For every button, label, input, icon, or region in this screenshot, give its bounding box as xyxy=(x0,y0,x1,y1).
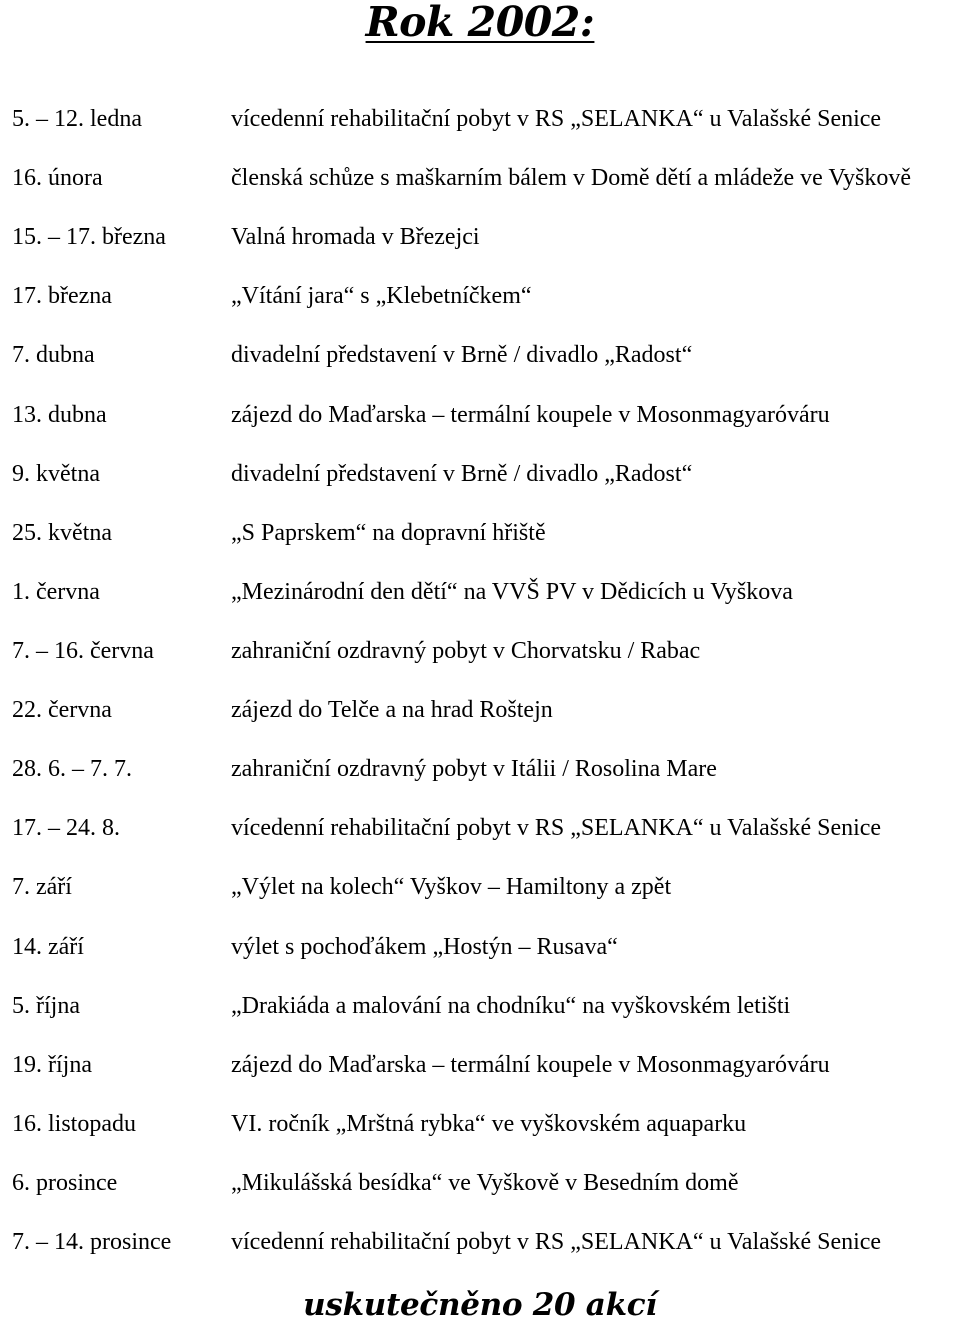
event-description: zájezd do Maďarska – termální koupele v Mosonmagyaróváru xyxy=(231,1051,830,1078)
event-row xyxy=(0,681,960,740)
event-date: 7. – 14. prosince xyxy=(12,1229,172,1256)
event-row xyxy=(0,977,960,1036)
event-description: zájezd do Maďarska – termální koupele v Mosonmagyaróváru xyxy=(231,401,830,428)
event-description: vícedenní rehabilitační pobyt v RS „SELANKA“ u Valašské Senice xyxy=(231,1229,882,1256)
event-row xyxy=(0,1213,960,1272)
event-row xyxy=(0,740,960,799)
event-date: 17. – 24. 8. xyxy=(12,815,120,842)
event-date: 17. března xyxy=(12,283,112,310)
event-description: divadelní představení v Brně / divadlo „Radost“ xyxy=(231,460,693,487)
event-row xyxy=(0,622,960,681)
event-date: 25. května xyxy=(12,519,112,546)
event-description: zahraniční ozdravný pobyt v Itálii / Rosolina Mare xyxy=(231,756,717,783)
event-list xyxy=(0,90,960,1272)
event-description: výlet s pochoďákem „Hostýn – Rusava“ xyxy=(231,933,618,960)
event-date: 7. září xyxy=(12,874,72,901)
event-row xyxy=(0,1095,960,1154)
event-description: „Mikulášská besídka“ ve Vyškově v Besedním domě xyxy=(231,1169,739,1196)
event-date: 5. – 12. ledna xyxy=(12,106,142,132)
event-row xyxy=(0,563,960,622)
event-description: VI. ročník „Mrštná rybka“ ve vyškovském aquaparku xyxy=(231,1110,747,1137)
event-row xyxy=(0,1036,960,1095)
event-description: členská schůze s maškarním bálem v Domě dětí a mládeže ve Vyškově xyxy=(231,165,912,192)
event-date: 5. října xyxy=(12,992,80,1019)
event-description: Valná hromada v Březejci xyxy=(231,224,480,251)
summary-footer: uskutečněno 20 akcí xyxy=(303,1287,657,1323)
event-row xyxy=(0,799,960,858)
event-date: 15. – 17. března xyxy=(12,224,166,251)
event-description: vícedenní rehabilitační pobyt v RS „SELANKA“ u Valašské Senice xyxy=(231,106,882,132)
event-date: 6. prosince xyxy=(12,1169,118,1196)
event-date: 19. října xyxy=(12,1051,92,1078)
event-date: 1. června xyxy=(12,578,100,605)
event-row xyxy=(0,445,960,504)
event-description: zahraniční ozdravný pobyt v Chorvatsku / Rabac xyxy=(231,637,701,664)
event-date: 16. února xyxy=(12,165,103,192)
event-date: 13. dubna xyxy=(12,401,107,428)
event-description: „S Paprskem“ na dopravní hřiště xyxy=(231,519,546,546)
event-row xyxy=(0,149,960,208)
event-row xyxy=(0,504,960,563)
event-row xyxy=(0,90,960,149)
event-description: vícedenní rehabilitační pobyt v RS „SELANKA“ u Valašské Senice xyxy=(231,815,882,842)
page-title: Rok 2002: xyxy=(365,0,595,46)
event-description: „Vítání jara“ s „Klebetníčkem“ xyxy=(231,283,532,310)
event-date: 14. září xyxy=(12,933,84,960)
event-date: 9. května xyxy=(12,460,100,487)
event-row xyxy=(0,858,960,917)
event-date: 22. června xyxy=(12,697,112,724)
event-date: 7. dubna xyxy=(12,342,95,369)
event-row xyxy=(0,386,960,445)
event-date: 7. – 16. června xyxy=(12,637,154,664)
event-row xyxy=(0,267,960,326)
event-row xyxy=(0,1154,960,1213)
event-description: „Mezinárodní den dětí“ na VVŠ PV v Dědicích u Vyškova xyxy=(231,578,793,605)
event-row xyxy=(0,208,960,267)
event-description: „Výlet na kolech“ Vyškov – Hamiltony a zpět xyxy=(231,874,672,901)
event-date: 16. listopadu xyxy=(12,1110,136,1137)
event-row xyxy=(0,326,960,385)
event-description: zájezd do Telče a na hrad Roštejn xyxy=(231,697,553,724)
event-date: 28. 6. – 7. 7. xyxy=(12,756,132,783)
event-description: divadelní představení v Brně / divadlo „Radost“ xyxy=(231,342,693,369)
event-description: „Drakiáda a malování na chodníku“ na vyškovském letišti xyxy=(231,992,791,1019)
event-row xyxy=(0,918,960,977)
